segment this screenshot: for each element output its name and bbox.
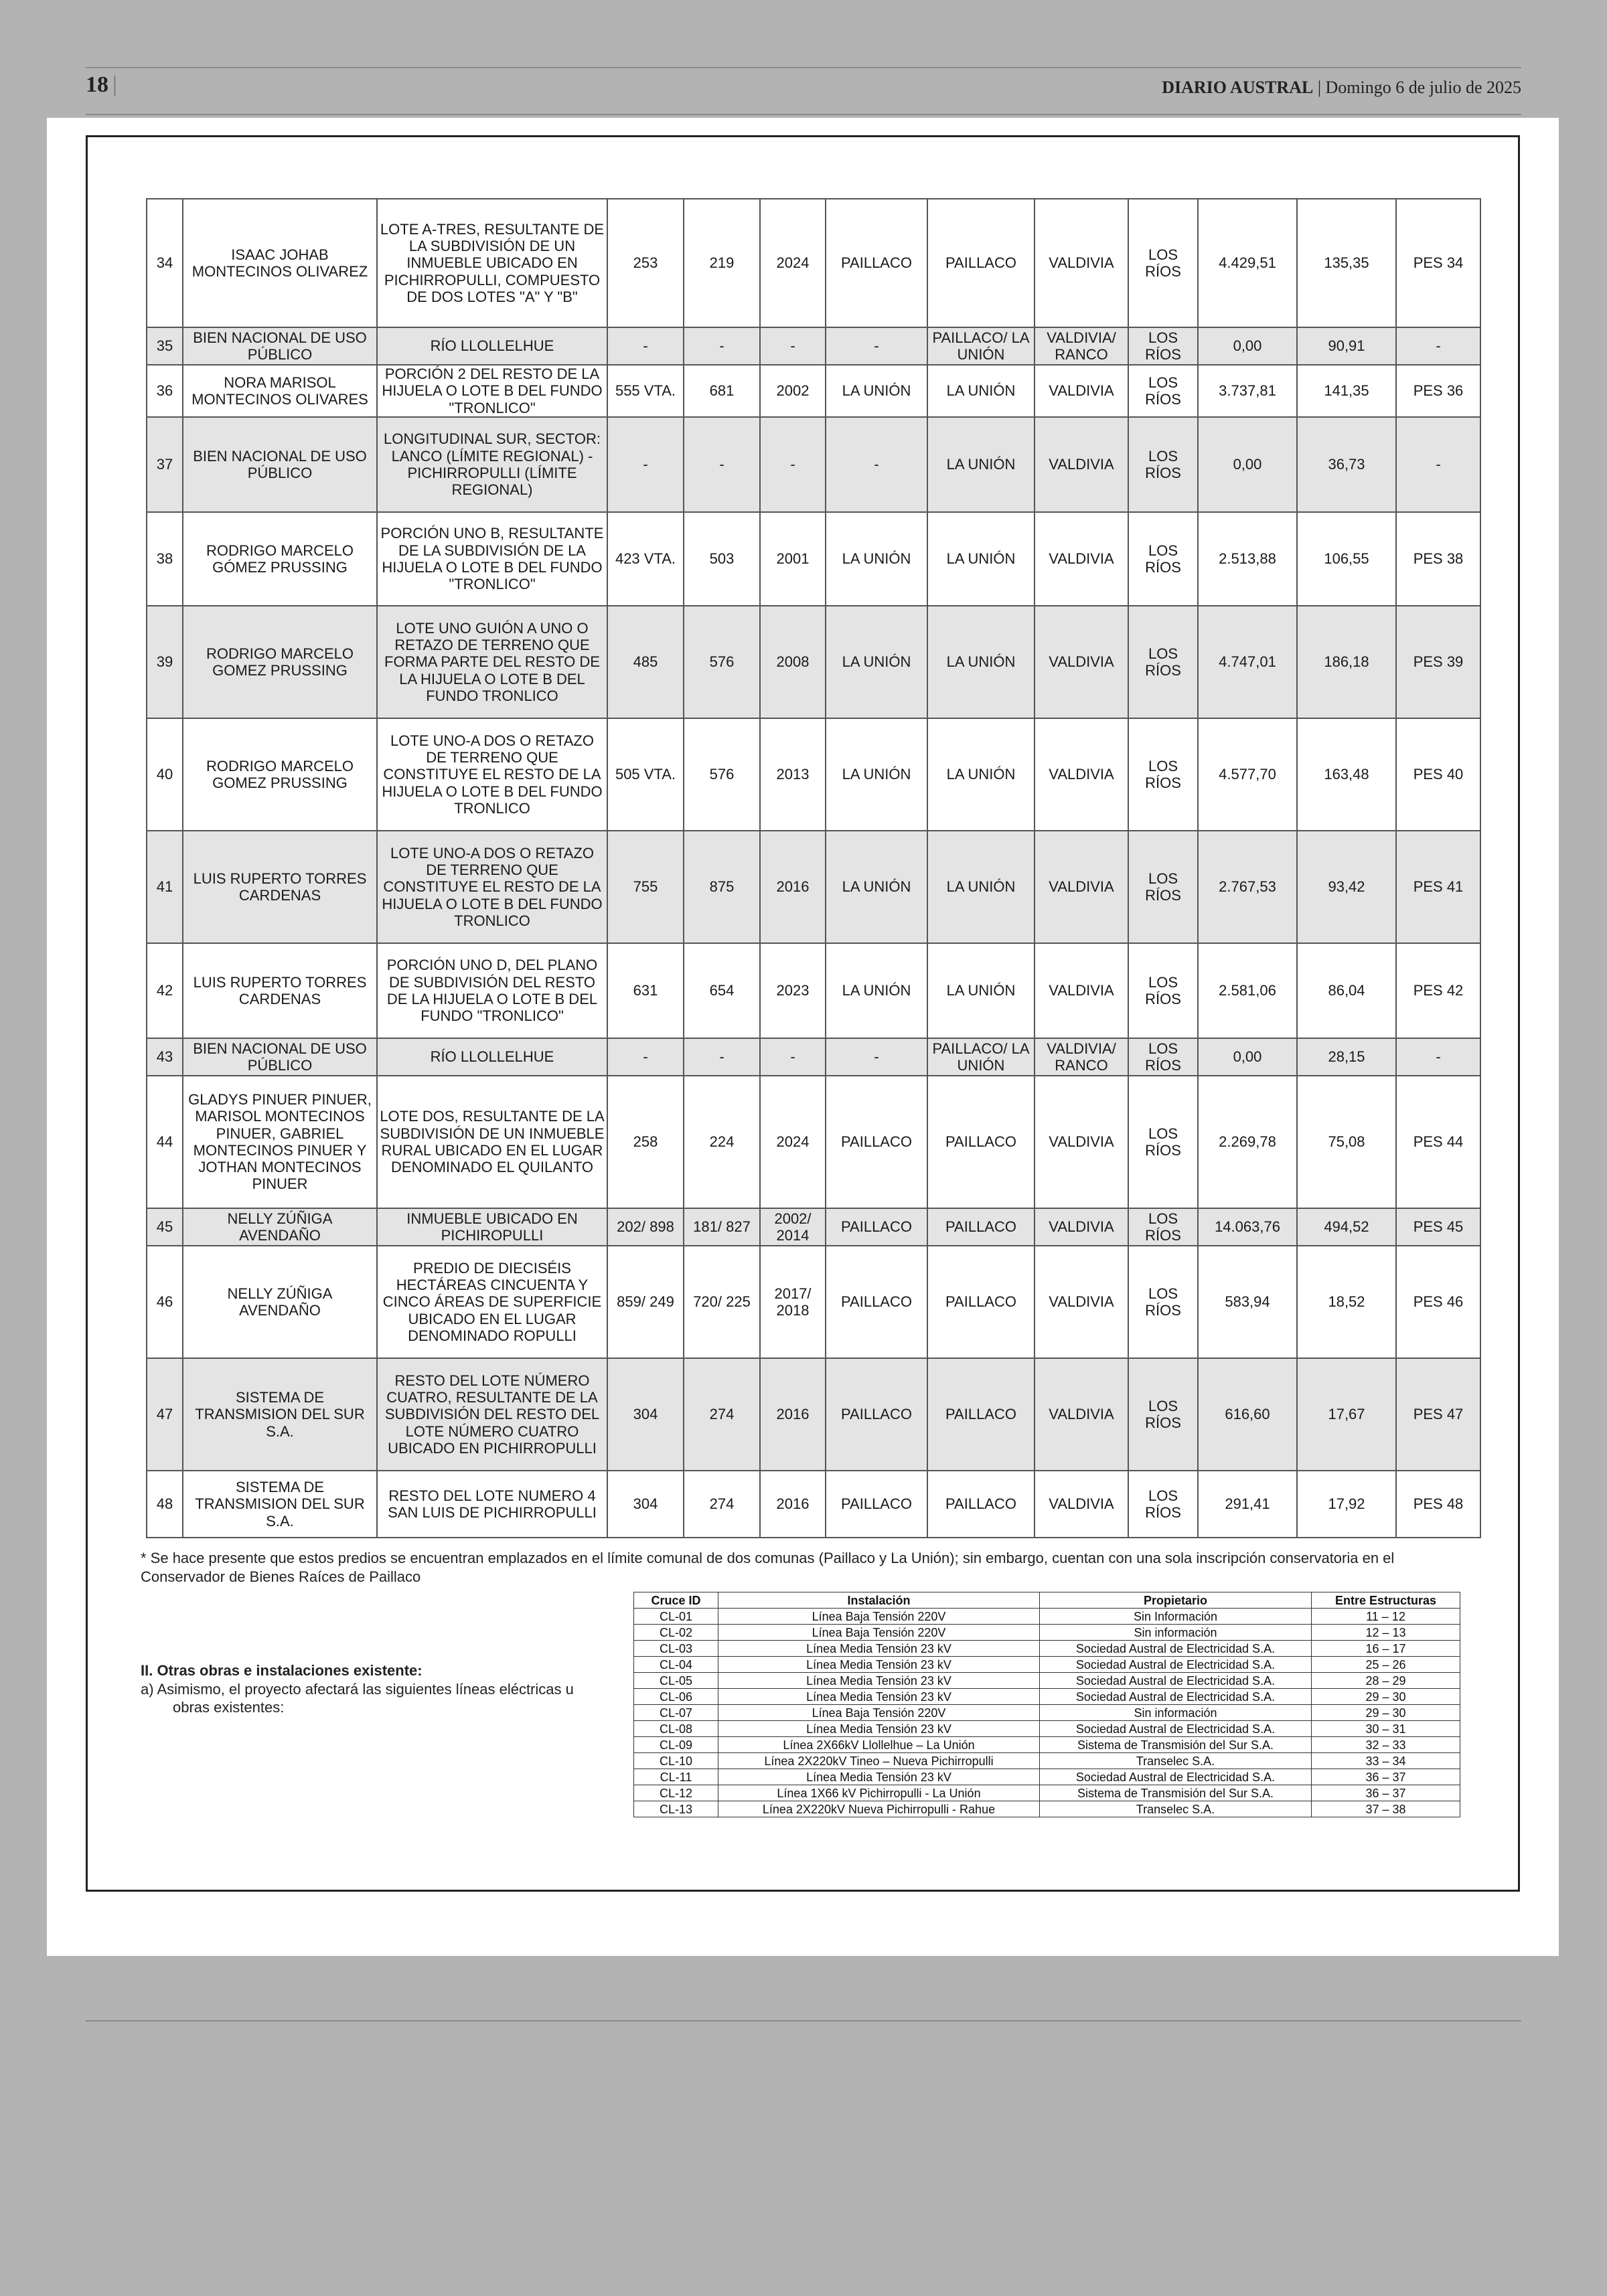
year: 2016	[760, 831, 826, 943]
provincia: VALDIVIA	[1035, 417, 1128, 512]
comuna: LA UNIÓN	[927, 831, 1035, 943]
owner-name: RODRIGO MARCELO GOMEZ PRUSSING	[183, 718, 377, 831]
row-number: 39	[147, 606, 183, 718]
row-number: 37	[147, 417, 183, 512]
conservador: PAILLACO	[826, 1358, 927, 1471]
crossings-cell: Sin información	[1040, 1625, 1312, 1641]
crossings-cell: 33 – 34	[1312, 1753, 1460, 1769]
crossings-cell: 29 – 30	[1312, 1689, 1460, 1705]
fojas: 755	[607, 831, 684, 943]
crossings-cell: Línea Media Tensión 23 kV	[718, 1641, 1040, 1657]
crossings-cell: Sin información	[1040, 1705, 1312, 1721]
conservador: LA UNIÓN	[826, 606, 927, 718]
crossings-cell: CL-07	[634, 1705, 718, 1721]
region: LOS RÍOS	[1128, 831, 1198, 943]
table-row	[147, 512, 1480, 606]
other-works-section	[141, 1661, 596, 1717]
table-row	[147, 1246, 1480, 1358]
crossings-cell: 16 – 17	[1312, 1641, 1460, 1657]
crossings-cell: Sociedad Austral de Electricidad S.A.	[1040, 1673, 1312, 1689]
crossings-header: Propietario	[1040, 1592, 1312, 1609]
region: LOS RÍOS	[1128, 1246, 1198, 1358]
crossings-cell: Sociedad Austral de Electricidad S.A.	[1040, 1641, 1312, 1657]
crossings-row	[634, 1737, 1460, 1753]
area-1: 3.737,81	[1198, 365, 1297, 417]
year: 2016	[760, 1471, 826, 1538]
conservador: PAILLACO	[826, 1471, 927, 1538]
fojas: 304	[607, 1358, 684, 1471]
crossings-row	[634, 1705, 1460, 1721]
property-description: PREDIO DE DIECISÉIS HECTÁREAS CINCUENTA Y CINCO ÁREAS DE SUPERFICIE UBICADO EN EL LUGAR DENOMINADO ROPULLI	[377, 1246, 607, 1358]
inscription-number: 224	[684, 1076, 760, 1208]
comuna: PAILLACO	[927, 1076, 1035, 1208]
crossings-cell: CL-12	[634, 1785, 718, 1801]
property-description: RÍO LLOLLELHUE	[377, 1038, 607, 1076]
crossings-cell: Sistema de Transmisión del Sur S.A.	[1040, 1737, 1312, 1753]
area-2: 186,18	[1297, 606, 1396, 718]
comuna: PAILLACO	[927, 1471, 1035, 1538]
crossings-cell: CL-10	[634, 1753, 718, 1769]
page-number-value: 18	[86, 72, 108, 97]
crossings-cell: Transelec S.A.	[1040, 1753, 1312, 1769]
owner-name: BIEN NACIONAL DE USO PÚBLICO	[183, 1038, 377, 1076]
fojas: 304	[607, 1471, 684, 1538]
property-description: LOTE UNO-A DOS O RETAZO DE TERRENO QUE CONSTITUYE EL RESTO DE LA HIJUELA O LOTE B DEL FUNDO TRONLICO	[377, 718, 607, 831]
region: LOS RÍOS	[1128, 1076, 1198, 1208]
comuna: PAILLACO	[927, 199, 1035, 327]
year: 2013	[760, 718, 826, 831]
area-1: 2.767,53	[1198, 831, 1297, 943]
crossings-cell: Línea Media Tensión 23 kV	[718, 1721, 1040, 1737]
crossings-cell: CL-02	[634, 1625, 718, 1641]
crossings-cell: Línea Media Tensión 23 kV	[718, 1673, 1040, 1689]
area-2: 93,42	[1297, 831, 1396, 943]
crossings-cell: Transelec S.A.	[1040, 1801, 1312, 1817]
area-2: 18,52	[1297, 1246, 1396, 1358]
pes-code: -	[1396, 327, 1480, 365]
year: -	[760, 417, 826, 512]
area-1: 291,41	[1198, 1471, 1297, 1538]
property-description: PORCIÓN UNO B, RESULTANTE DE LA SUBDIVISIÓN DE LA HIJUELA O LOTE B DEL FUNDO "TRONLICO"	[377, 512, 607, 606]
area-1: 0,00	[1198, 327, 1297, 365]
crossings-cell: 36 – 37	[1312, 1785, 1460, 1801]
provincia: VALDIVIA	[1035, 199, 1128, 327]
crossings-cell: Línea Baja Tensión 220V	[718, 1609, 1040, 1625]
pes-code: PES 41	[1396, 831, 1480, 943]
property-description: PORCIÓN 2 DEL RESTO DE LA HIJUELA O LOTE B DEL FUNDO "TRONLICO"	[377, 365, 607, 417]
table-row	[147, 365, 1480, 417]
fojas: -	[607, 327, 684, 365]
pes-code: -	[1396, 1038, 1480, 1076]
inscription-number: 681	[684, 365, 760, 417]
crossings-cell: CL-03	[634, 1641, 718, 1657]
crossings-cell: Línea 2X220kV Tineo – Nueva Pichirropulli	[718, 1753, 1040, 1769]
table-row	[147, 718, 1480, 831]
year: -	[760, 1038, 826, 1076]
region: LOS RÍOS	[1128, 718, 1198, 831]
provincia: VALDIVIA	[1035, 365, 1128, 417]
crossings-cell: 32 – 33	[1312, 1737, 1460, 1753]
row-number: 38	[147, 512, 183, 606]
row-number: 43	[147, 1038, 183, 1076]
region: LOS RÍOS	[1128, 512, 1198, 606]
conservador: LA UNIÓN	[826, 943, 927, 1038]
inscription-number: 720/ 225	[684, 1246, 760, 1358]
property-description: LOTE A-TRES, RESULTANTE DE LA SUBDIVISIÓN DE UN INMUEBLE UBICADO EN PICHIRROPULLI, COMPUESTO DE DOS LOTES "A" Y "B"	[377, 199, 607, 327]
property-table	[146, 198, 1481, 1538]
conservador: PAILLACO	[826, 1208, 927, 1246]
conservador: LA UNIÓN	[826, 718, 927, 831]
fojas: -	[607, 417, 684, 512]
property-description: LOTE DOS, RESULTANTE DE LA SUBDIVISIÓN DE UN INMUEBLE RURAL UBICADO EN EL LUGAR DENOMINADO EL QUILANTO	[377, 1076, 607, 1208]
comuna: LA UNIÓN	[927, 718, 1035, 831]
section-item-a: a) Asimismo, el proyecto afectará las siguientes líneas eléctricas u obras existentes:	[141, 1680, 574, 1716]
pes-code: PES 48	[1396, 1471, 1480, 1538]
row-number: 46	[147, 1246, 183, 1358]
inscription-number: 654	[684, 943, 760, 1038]
property-description: RESTO DEL LOTE NÚMERO CUATRO, RESULTANTE DE LA SUBDIVISIÓN DEL RESTO DEL LOTE NÚMERO CUATRO UBICADO EN PICHIRROPULLI	[377, 1358, 607, 1471]
region: LOS RÍOS	[1128, 365, 1198, 417]
owner-name: BIEN NACIONAL DE USO PÚBLICO	[183, 327, 377, 365]
region: LOS RÍOS	[1128, 417, 1198, 512]
comuna: PAILLACO	[927, 1246, 1035, 1358]
provincia: VALDIVIA/ RANCO	[1035, 327, 1128, 365]
crossings-cell: Línea Media Tensión 23 kV	[718, 1657, 1040, 1673]
row-number: 41	[147, 831, 183, 943]
region: LOS RÍOS	[1128, 943, 1198, 1038]
crossings-cell: 12 – 13	[1312, 1625, 1460, 1641]
comuna: PAILLACO	[927, 1358, 1035, 1471]
year: 2017/ 2018	[760, 1246, 826, 1358]
conservador: LA UNIÓN	[826, 512, 927, 606]
owner-name: GLADYS PINUER PINUER, MARISOL MONTECINOS PINUER, GABRIEL MONTECINOS PINUER Y JOTHAN MONTECINOS PINUER	[183, 1076, 377, 1208]
row-number: 34	[147, 199, 183, 327]
property-description: LOTE UNO GUIÓN A UNO O RETAZO DE TERRENO QUE FORMA PARTE DEL RESTO DE LA HIJUELA O LOTE B DEL FUNDO TRONLICO	[377, 606, 607, 718]
fojas: 555 VTA.	[607, 365, 684, 417]
crossings-cell: Línea 2X66kV Llollelhue – La Unión	[718, 1737, 1040, 1753]
crossings-cell: Sociedad Austral de Electricidad S.A.	[1040, 1769, 1312, 1785]
crossings-cell: Sistema de Transmisión del Sur S.A.	[1040, 1785, 1312, 1801]
area-2: 17,67	[1297, 1358, 1396, 1471]
crossings-cell: Línea Baja Tensión 220V	[718, 1705, 1040, 1721]
table-row	[147, 943, 1480, 1038]
inscription-number: 875	[684, 831, 760, 943]
crossings-row	[634, 1721, 1460, 1737]
crossings-header: Instalación	[718, 1592, 1040, 1609]
inscription-number: 219	[684, 199, 760, 327]
owner-name: NELLY ZÚÑIGA AVENDAÑO	[183, 1246, 377, 1358]
pes-code: PES 34	[1396, 199, 1480, 327]
crossings-cell: Línea 2X220kV Nueva Pichirropulli - Rahue	[718, 1801, 1040, 1817]
comuna: LA UNIÓN	[927, 365, 1035, 417]
region: LOS RÍOS	[1128, 1038, 1198, 1076]
owner-name: NORA MARISOL MONTECINOS OLIVARES	[183, 365, 377, 417]
area-1: 4.747,01	[1198, 606, 1297, 718]
area-2: 90,91	[1297, 327, 1396, 365]
region: LOS RÍOS	[1128, 606, 1198, 718]
area-1: 4.429,51	[1198, 199, 1297, 327]
owner-name: ISAAC JOHAB MONTECINOS OLIVAREZ	[183, 199, 377, 327]
crossings-cell: Línea 1X66 kV Pichirropulli - La Unión	[718, 1785, 1040, 1801]
property-description: LOTE UNO-A DOS O RETAZO DE TERRENO QUE CONSTITUYE EL RESTO DE LA HIJUELA O LOTE B DEL FUNDO TRONLICO	[377, 831, 607, 943]
area-2: 17,92	[1297, 1471, 1396, 1538]
year: 2024	[760, 199, 826, 327]
row-number: 40	[147, 718, 183, 831]
crossings-cell: Sin Información	[1040, 1609, 1312, 1625]
provincia: VALDIVIA	[1035, 1358, 1128, 1471]
inscription-number: -	[684, 1038, 760, 1076]
inscription-number: 576	[684, 718, 760, 831]
property-description: INMUEBLE UBICADO EN PICHIROPULLI	[377, 1208, 607, 1246]
crossings-cell: CL-05	[634, 1673, 718, 1689]
conservador: PAILLACO	[826, 1246, 927, 1358]
date-text: | Domingo 6 de julio de 2025	[1317, 78, 1521, 97]
provincia: VALDIVIA	[1035, 1246, 1128, 1358]
table-row	[147, 1358, 1480, 1471]
bottom-rule	[86, 2020, 1521, 2022]
row-number: 48	[147, 1471, 183, 1538]
crossings-row	[634, 1625, 1460, 1641]
provincia: VALDIVIA	[1035, 831, 1128, 943]
crossings-row	[634, 1785, 1460, 1801]
property-description: RÍO LLOLLELHUE	[377, 327, 607, 365]
area-1: 2.581,06	[1198, 943, 1297, 1038]
header-separator: |	[112, 72, 117, 97]
crossings-cell: Línea Media Tensión 23 kV	[718, 1769, 1040, 1785]
owner-name: LUIS RUPERTO TORRES CARDENAS	[183, 831, 377, 943]
table-row	[147, 1208, 1480, 1246]
table-row	[147, 1471, 1480, 1538]
property-description: LONGITUDINAL SUR, SECTOR: LANCO (LÍMITE REGIONAL) - PICHIRROPULLI (LÍMITE REGIONAL)	[377, 417, 607, 512]
pes-code: PES 46	[1396, 1246, 1480, 1358]
page-number	[86, 72, 117, 98]
year: -	[760, 327, 826, 365]
comuna: LA UNIÓN	[927, 606, 1035, 718]
inscription-number: 274	[684, 1471, 760, 1538]
pes-code: PES 47	[1396, 1358, 1480, 1471]
comuna: PAILLACO/ LA UNIÓN	[927, 327, 1035, 365]
row-number: 35	[147, 327, 183, 365]
comuna: LA UNIÓN	[927, 512, 1035, 606]
year: 2016	[760, 1358, 826, 1471]
crossings-row	[634, 1609, 1460, 1625]
pes-code: -	[1396, 417, 1480, 512]
crossings-cell: 28 – 29	[1312, 1673, 1460, 1689]
area-1: 14.063,76	[1198, 1208, 1297, 1246]
area-2: 106,55	[1297, 512, 1396, 606]
area-2: 36,73	[1297, 417, 1396, 512]
pes-code: PES 45	[1396, 1208, 1480, 1246]
area-2: 75,08	[1297, 1076, 1396, 1208]
area-1: 583,94	[1198, 1246, 1297, 1358]
footnote: * Se hace presente que estos predios se encuentran emplazados en el límite comunal de dos comunas (Paillaco y La Unión); sin embargo, cuentan con una sola inscripción conservatoria en el Conservador de Bienes Raíces de Paillaco	[141, 1550, 1395, 1585]
property-description: RESTO DEL LOTE NUMERO 4 SAN LUIS DE PICHIRROPULLI	[377, 1471, 607, 1538]
table-row	[147, 831, 1480, 943]
conservador: LA UNIÓN	[826, 365, 927, 417]
fojas: 485	[607, 606, 684, 718]
table-row	[147, 199, 1480, 327]
year: 2024	[760, 1076, 826, 1208]
inscription-number: 503	[684, 512, 760, 606]
inscription-number: 274	[684, 1358, 760, 1471]
crossings-cell: Sociedad Austral de Electricidad S.A.	[1040, 1689, 1312, 1705]
fojas: -	[607, 1038, 684, 1076]
crossings-cell: Sociedad Austral de Electricidad S.A.	[1040, 1657, 1312, 1673]
area-2: 163,48	[1297, 718, 1396, 831]
provincia: VALDIVIA	[1035, 943, 1128, 1038]
crossings-cell: CL-04	[634, 1657, 718, 1673]
owner-name: SISTEMA DE TRANSMISION DEL SUR S.A.	[183, 1471, 377, 1538]
conservador: PAILLACO	[826, 1076, 927, 1208]
comuna: LA UNIÓN	[927, 417, 1035, 512]
owner-name: RODRIGO MARCELO GÓMEZ PRUSSING	[183, 512, 377, 606]
provincia: VALDIVIA/ RANCO	[1035, 1038, 1128, 1076]
crossings-cell: 37 – 38	[1312, 1801, 1460, 1817]
crossings-cell: 29 – 30	[1312, 1705, 1460, 1721]
year: 2023	[760, 943, 826, 1038]
publication-name: DIARIO AUSTRAL	[1162, 78, 1314, 97]
crossings-cell: CL-01	[634, 1609, 718, 1625]
publication-date	[1162, 78, 1521, 98]
row-number: 42	[147, 943, 183, 1038]
crossings-cell: CL-08	[634, 1721, 718, 1737]
inscription-number: -	[684, 417, 760, 512]
crossings-cell: Sociedad Austral de Electricidad S.A.	[1040, 1721, 1312, 1737]
region: LOS RÍOS	[1128, 1358, 1198, 1471]
conservador: PAILLACO	[826, 199, 927, 327]
row-number: 36	[147, 365, 183, 417]
crossings-cell: CL-13	[634, 1801, 718, 1817]
fojas: 859/ 249	[607, 1246, 684, 1358]
year: 2001	[760, 512, 826, 606]
crossings-cell: 36 – 37	[1312, 1769, 1460, 1785]
crossings-header: Entre Estructuras	[1312, 1592, 1460, 1609]
area-2: 135,35	[1297, 199, 1396, 327]
crossings-row	[634, 1801, 1460, 1817]
fojas: 202/ 898	[607, 1208, 684, 1246]
fojas: 258	[607, 1076, 684, 1208]
conservador: -	[826, 327, 927, 365]
comuna: PAILLACO	[927, 1208, 1035, 1246]
crossings-row	[634, 1641, 1460, 1657]
inscription-number: -	[684, 327, 760, 365]
conservador: -	[826, 417, 927, 512]
comuna: PAILLACO/ LA UNIÓN	[927, 1038, 1035, 1076]
area-1: 4.577,70	[1198, 718, 1297, 831]
region: LOS RÍOS	[1128, 199, 1198, 327]
pes-code: PES 39	[1396, 606, 1480, 718]
crossings-cell: Línea Baja Tensión 220V	[718, 1625, 1040, 1641]
crossings-cell: 30 – 31	[1312, 1721, 1460, 1737]
provincia: VALDIVIA	[1035, 512, 1128, 606]
area-1: 0,00	[1198, 417, 1297, 512]
section-title: II. Otras obras e instalaciones existente:	[141, 1662, 423, 1679]
page-header	[86, 67, 1521, 115]
crossings-cell: CL-06	[634, 1689, 718, 1705]
owner-name: LUIS RUPERTO TORRES CARDENAS	[183, 943, 377, 1038]
crossings-row	[634, 1769, 1460, 1785]
pes-code: PES 38	[1396, 512, 1480, 606]
table-row	[147, 417, 1480, 512]
inscription-number: 181/ 827	[684, 1208, 760, 1246]
row-number: 47	[147, 1358, 183, 1471]
table-row	[147, 606, 1480, 718]
property-description: PORCIÓN UNO D, DEL PLANO DE SUBDIVISIÓN DEL RESTO DE LA HIJUELA O LOTE B DEL FUNDO "TRONLICO"	[377, 943, 607, 1038]
year: 2002	[760, 365, 826, 417]
conservador: LA UNIÓN	[826, 831, 927, 943]
crossings-cell: CL-09	[634, 1737, 718, 1753]
pes-code: PES 36	[1396, 365, 1480, 417]
table-row	[147, 1076, 1480, 1208]
owner-name: RODRIGO MARCELO GOMEZ PRUSSING	[183, 606, 377, 718]
crossings-row	[634, 1753, 1460, 1769]
provincia: VALDIVIA	[1035, 606, 1128, 718]
pes-code: PES 42	[1396, 943, 1480, 1038]
provincia: VALDIVIA	[1035, 1471, 1128, 1538]
pes-code: PES 44	[1396, 1076, 1480, 1208]
crossings-cell: 25 – 26	[1312, 1657, 1460, 1673]
area-2: 141,35	[1297, 365, 1396, 417]
area-1: 616,60	[1198, 1358, 1297, 1471]
area-1: 2.269,78	[1198, 1076, 1297, 1208]
year: 2008	[760, 606, 826, 718]
owner-name: NELLY ZÚÑIGA AVENDAÑO	[183, 1208, 377, 1246]
document-page	[47, 118, 1559, 1956]
crossings-header: Cruce ID	[634, 1592, 718, 1609]
crossings-table	[633, 1592, 1460, 1817]
fojas: 423 VTA.	[607, 512, 684, 606]
crossings-row	[634, 1657, 1460, 1673]
row-number: 45	[147, 1208, 183, 1246]
table-row	[147, 1038, 1480, 1076]
area-2: 28,15	[1297, 1038, 1396, 1076]
conservador: -	[826, 1038, 927, 1076]
area-2: 86,04	[1297, 943, 1396, 1038]
area-2: 494,52	[1297, 1208, 1396, 1246]
crossings-cell: Línea Media Tensión 23 kV	[718, 1689, 1040, 1705]
provincia: VALDIVIA	[1035, 1208, 1128, 1246]
owner-name: SISTEMA DE TRANSMISION DEL SUR S.A.	[183, 1358, 377, 1471]
comuna: LA UNIÓN	[927, 943, 1035, 1038]
fojas: 253	[607, 199, 684, 327]
crossings-row	[634, 1689, 1460, 1705]
region: LOS RÍOS	[1128, 327, 1198, 365]
fojas: 631	[607, 943, 684, 1038]
year: 2002/ 2014	[760, 1208, 826, 1246]
area-1: 2.513,88	[1198, 512, 1297, 606]
provincia: VALDIVIA	[1035, 1076, 1128, 1208]
pes-code: PES 40	[1396, 718, 1480, 831]
fojas: 505 VTA.	[607, 718, 684, 831]
provincia: VALDIVIA	[1035, 718, 1128, 831]
owner-name: BIEN NACIONAL DE USO PÚBLICO	[183, 417, 377, 512]
area-1: 0,00	[1198, 1038, 1297, 1076]
region: LOS RÍOS	[1128, 1208, 1198, 1246]
region: LOS RÍOS	[1128, 1471, 1198, 1538]
crossings-row	[634, 1673, 1460, 1689]
table-row	[147, 327, 1480, 365]
row-number: 44	[147, 1076, 183, 1208]
crossings-cell: 11 – 12	[1312, 1609, 1460, 1625]
crossings-cell: CL-11	[634, 1769, 718, 1785]
inscription-number: 576	[684, 606, 760, 718]
